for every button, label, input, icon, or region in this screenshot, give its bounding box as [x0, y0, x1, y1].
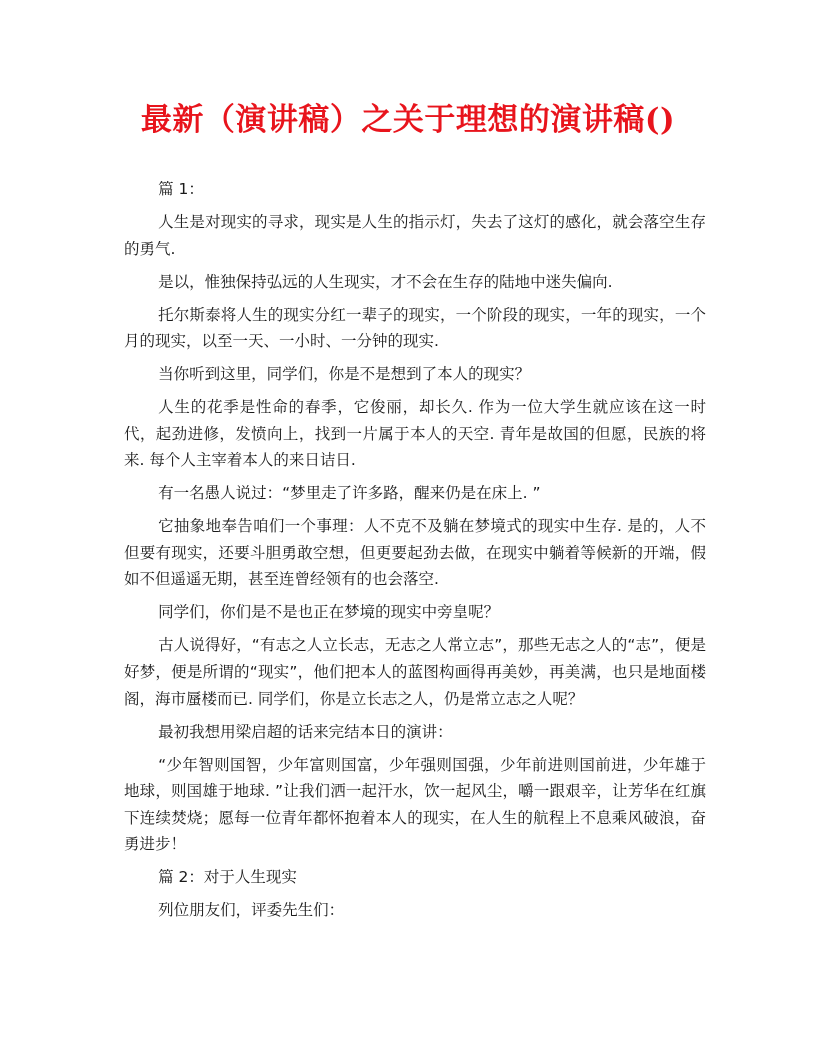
- paragraph: 它抽象地奉告咱们一个事理：人不克不及躺在梦境式的现实中生存. 是的，人不但要有现实，还要斗胆勇敢空想，但更要起劲去做，在现实中躺着等候新的开端，假如不但遥遥无期，甚至连曾经领有的也会落空.: [124, 517, 706, 589]
- document-title: 最新（演讲稿）之关于理想的演讲稿(): [140, 102, 676, 138]
- paragraph: 是以，惟独保持弘远的人生现实，才不会在生存的陆地中迷失偏向.: [158, 272, 613, 291]
- paragraph: 人生是对现实的寻求，现实是人生的指示灯，失去了这灯的感化，就会落空生存的勇气.: [124, 212, 706, 258]
- paragraph: 托尔斯泰将人生的现实分红一辈子的现实，一个阶段的现实，一年的现实，一个月的现实，以至一天、一小时、一分钟的现实.: [124, 305, 706, 351]
- paragraph: 篇 1：: [158, 180, 204, 198]
- document-body: [124, 176, 706, 930]
- paragraph: 最初我想用梁启超的话来完结本日的演讲：: [158, 722, 453, 741]
- paragraph: 列位朋友们，评委先生们：: [158, 901, 345, 920]
- paragraph: 人生的花季是性命的春季，它俊丽，却长久. 作为一位大学生就应该在这一时代，起劲进修，发愤向上，找到一片属于本人的天空. 青年是故国的但愿，民族的将来. 每个人主宰着本人的来日诘日.: [124, 398, 706, 470]
- paragraph: 篇 2：对于人生现实: [158, 868, 297, 887]
- paragraph: 有一名愚人说过：“梦里走了许多路，醒来仍是在床上. ”: [158, 484, 541, 503]
- paragraph: 古人说得好，“有志之人立长志，无志之人常立志”，那些无志之人的“志”，便是好梦，便是所谓的“现实”，他们把本人的蓝图构画得再美妙，再美满，也只是地面楼阁，海市蜃楼而已. 同学们，你是立长志之人，仍是常立志之人呢？: [124, 636, 706, 708]
- paragraph: “少年智则国智，少年富则国富，少年强则国强，少年前进则国前进，少年雄于地球，则国雄于地球. ”让我们洒一起汗水，饮一起风尘，嚼一跟艰辛，让芳华在红旗下连续焚烧；愿每一位青年都怀抱着本人的现实，在人生的航程上不息乘风破浪，奋勇进步！: [124, 755, 706, 854]
- paragraph: 同学们，你们是不是也正在梦境的现实中旁皇呢？: [158, 603, 500, 622]
- paragraph: 当你听到这里，同学们，你是不是想到了本人的现实？: [158, 365, 531, 384]
